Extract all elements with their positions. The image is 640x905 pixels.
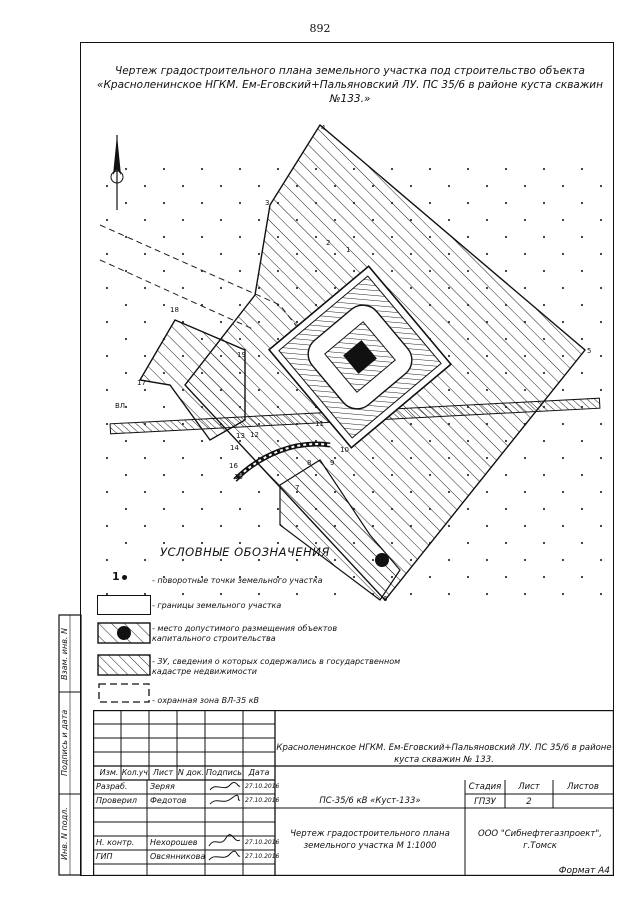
tb-drawing-name: Чертеж градостроительного плана земельного участка М 1:1000 [290,829,450,851]
tb-col-list: Лист [152,768,174,777]
point-label: 5 [587,347,592,355]
legend-swatch-vl-zone [97,682,151,704]
tb-organization: ООО "Сибнефтегазпроект", г.Томск [478,829,602,851]
point-label: 13 [236,432,245,440]
legend-swatch-boundary [97,595,151,615]
point-label: 10 [340,446,349,454]
tb-col-ndok: N док. [177,768,205,777]
point-label: 2 [326,239,331,247]
point-label: 3 [265,199,270,207]
tb-role-razrab: Разраб. [96,782,128,791]
point-label: 7 [295,484,300,492]
tb-stage-value: ГПЗУ [474,797,496,807]
tb-sheets-label: Листов [567,782,599,792]
page-number: 892 [309,22,331,35]
tb-date-proveril: 27.10.2016 [245,797,280,804]
tb-doc-code: ПС-35/6 кВ «Куст-133» [319,796,421,806]
side-stamp-vzam-inv: Взам. инв. N [60,628,69,680]
point-label: 6 [383,595,388,603]
point-label: 12 [250,431,259,439]
tb-project-name: Красноленинское НГКМ. Ем-Еговский+Пальяновский ЛУ. ПС 35/6 в районе куста скважин № 133. [276,743,612,765]
legend-item-buildable: - место допустимого размещения объектов капитального строительства [152,624,338,643]
point-label: 1 [346,246,351,254]
tb-name-razrab: Зеряя [150,782,175,791]
point-label: 19 [237,351,246,359]
point-label: 17 [137,379,146,387]
tb-sheet-value: 2 [526,797,532,807]
buildable-place-marker [375,553,389,567]
point-label: 15 [234,473,243,481]
point-label: 14 [230,444,239,452]
signatures [206,780,242,868]
point-label: 4 [321,124,326,132]
site-plan [80,95,614,615]
tb-col-data: Дата [248,768,270,777]
legend-item-vl-zone: - охранная зона ВЛ-35 кВ [152,696,260,705]
legend-item-points: - поворотные точки земельного участка [152,576,323,585]
tb-role-gip: ГИП [96,852,113,861]
tb-stage-label: Стадия [468,782,502,792]
point-label: 16 [229,462,238,470]
tb-col-kol-uch: Кол.уч. [121,768,151,777]
legend-point-symbol [112,570,127,583]
legend-swatch-cadastre [97,654,151,676]
side-stamp-signature-date: Подпись и дата [60,709,69,777]
legend-point-number: 1 [112,570,120,583]
point-label: 11 [315,420,324,428]
tb-role-proveril: Проверил [96,796,138,805]
vl-label: ВЛ [115,402,126,410]
tb-date-nkontr: 27.10.2016 [245,839,280,846]
legend-item-cadastre: - ЗУ, сведения о которых содержались в государственном кадастре недвижимости [152,657,401,676]
tb-name-proveril: Федотов [150,796,187,805]
title-line-1: Чертеж градостроительного плана земельного участка под строительство объекта [115,65,585,77]
tb-col-izm: Изм. [99,768,119,777]
format-label: Формат А4 [558,866,610,876]
tb-date-gip: 27.10.2016 [245,853,280,860]
legend-item-boundary: - границы земельного участка [152,601,282,610]
tb-date-razrab: 27.10.2016 [245,783,280,790]
point-label: 18 [170,306,179,314]
tb-name-nkontr: Нехорошев [150,838,198,847]
point-label: 8 [307,459,312,467]
tb-sheet-label: Лист [518,782,540,792]
point-label: 9 [330,459,335,467]
legend-title: УСЛОВНЫЕ ОБОЗНАЧЕНИЯ [160,545,330,559]
tb-col-podpis: Подпись [206,768,242,777]
legend-swatch-buildable [97,622,151,644]
side-stamp-inv-podl: Инв. N подл. [60,807,69,861]
title-line-2: «Красноленинское НГКМ. Ем-Еговский+Пальяновский ЛУ. ПС 35/6 в районе куста скважин №133.» [97,79,603,105]
tb-name-gip: Овсянникова [150,852,206,861]
tb-role-nkontr: Н. контр. [96,838,135,847]
